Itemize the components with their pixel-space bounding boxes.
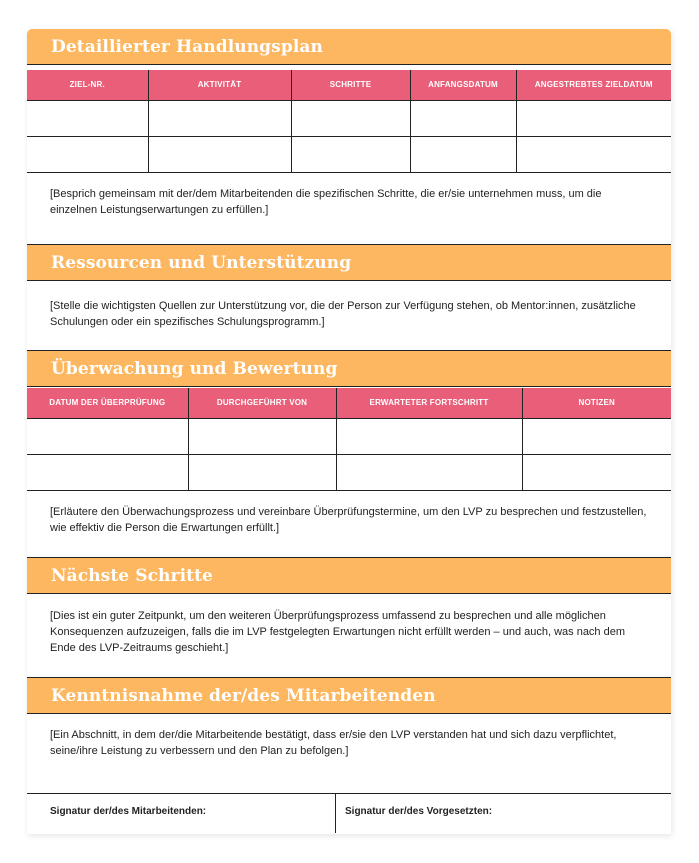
column-header-steps: SCHRITTE (291, 70, 410, 100)
signature-row (27, 793, 671, 832)
resources-header: Ressourcen und Unterstützung (27, 245, 671, 281)
table-cell[interactable] (516, 136, 671, 172)
table-row (27, 136, 671, 172)
monitoring-header: Überwachung und Bewertung (27, 351, 671, 387)
action-plan-table (27, 70, 671, 173)
table-cell[interactable] (522, 454, 671, 490)
employee-signature-field[interactable] (27, 794, 335, 833)
supervisor-signature-label: Signatur der/des Vorgesetzten: (345, 806, 493, 817)
table-cell[interactable] (188, 418, 336, 454)
table-cell[interactable] (410, 136, 516, 172)
table-cell[interactable] (148, 136, 291, 172)
table-cell[interactable] (27, 136, 148, 172)
acknowledgement-note: [Ein Abschnitt, in dem der/die Mitarbeitende bestätigt, dass er/sie den LVP verstanden hat und sich dazu verpflichtet, seine/ihre Leistung zu verbessern und den Plan zu befolgen.] (50, 729, 617, 757)
resources-note: [Stelle die wichtigsten Quellen zur Unterstützung vor, die der Person zur Verfügung stehen, ob Mentor:innen, zusätzliche Schulungen oder ein spezifisches Schulungsprogramm.] (50, 300, 636, 328)
table-cell[interactable] (27, 418, 188, 454)
next-steps-note: [Dies ist ein guter Zeitpunkt, um den weiteren Überprüfungsprozess umfassend zu besprechen und alle möglichen Konsequenzen aufzuzeigen, falls die im LVP festgelegten Erwartungen nicht erfüllt werden – und auch, was nach dem Ende des LVP-Zeitraums geschieht.] (50, 610, 626, 654)
column-header-conducted-by: DURCHGEFÜHRT VON (188, 388, 336, 418)
table-header-row (27, 70, 671, 100)
supervisor-signature-field[interactable] (322, 794, 671, 833)
document-page (27, 29, 671, 834)
column-header-start-date: ANFANGSDATUM (410, 70, 516, 100)
column-header-notes: NOTIZEN (522, 388, 671, 418)
table-cell[interactable] (188, 454, 336, 490)
table-cell[interactable] (27, 100, 148, 136)
table-cell[interactable] (336, 418, 522, 454)
table-cell[interactable] (291, 136, 410, 172)
monitoring-note: [Erläutere den Überwachungsprozess und vereinbare Überprüfungstermine, um den LVP zu besprechen und festzustellen, wie effektiv die Person die Erwartungen erfüllt.] (50, 506, 647, 534)
column-header-target-date: ANGESTREBTES ZIELDATUM (516, 70, 671, 100)
table-cell[interactable] (522, 418, 671, 454)
action-plan-note: [Besprich gemeinsam mit der/dem Mitarbeitenden die spezifischen Schritte, die er/sie unternehmen muss, um die einzelnen Leistungserwartungen zu erfüllen.] (50, 188, 602, 216)
table-row (27, 100, 671, 136)
table-cell[interactable] (291, 100, 410, 136)
next-steps-header: Nächste Schritte (27, 558, 671, 594)
table-cell[interactable] (336, 454, 522, 490)
table-row (27, 418, 671, 454)
table-cell[interactable] (27, 454, 188, 490)
table-cell[interactable] (148, 100, 291, 136)
acknowledgement-header: Kenntnisnahme der/des Mitarbeitenden (27, 678, 671, 714)
action-plan-header: Detaillierter Handlungsplan (27, 29, 671, 65)
column-header-activity: AKTIVITÄT (148, 70, 291, 100)
column-header-review-date: DATUM DER ÜBERPRÜFUNG (27, 388, 188, 418)
monitoring-table (27, 388, 671, 491)
employee-signature-label: Signatur der/des Mitarbeitenden: (50, 806, 207, 817)
column-header-goal-no: ZIEL-NR. (27, 70, 148, 100)
table-row (27, 454, 671, 490)
table-cell[interactable] (516, 100, 671, 136)
table-cell[interactable] (410, 100, 516, 136)
column-header-expected-progress: ERWARTETER FORTSCHRITT (336, 388, 522, 418)
table-header-row (27, 388, 671, 418)
